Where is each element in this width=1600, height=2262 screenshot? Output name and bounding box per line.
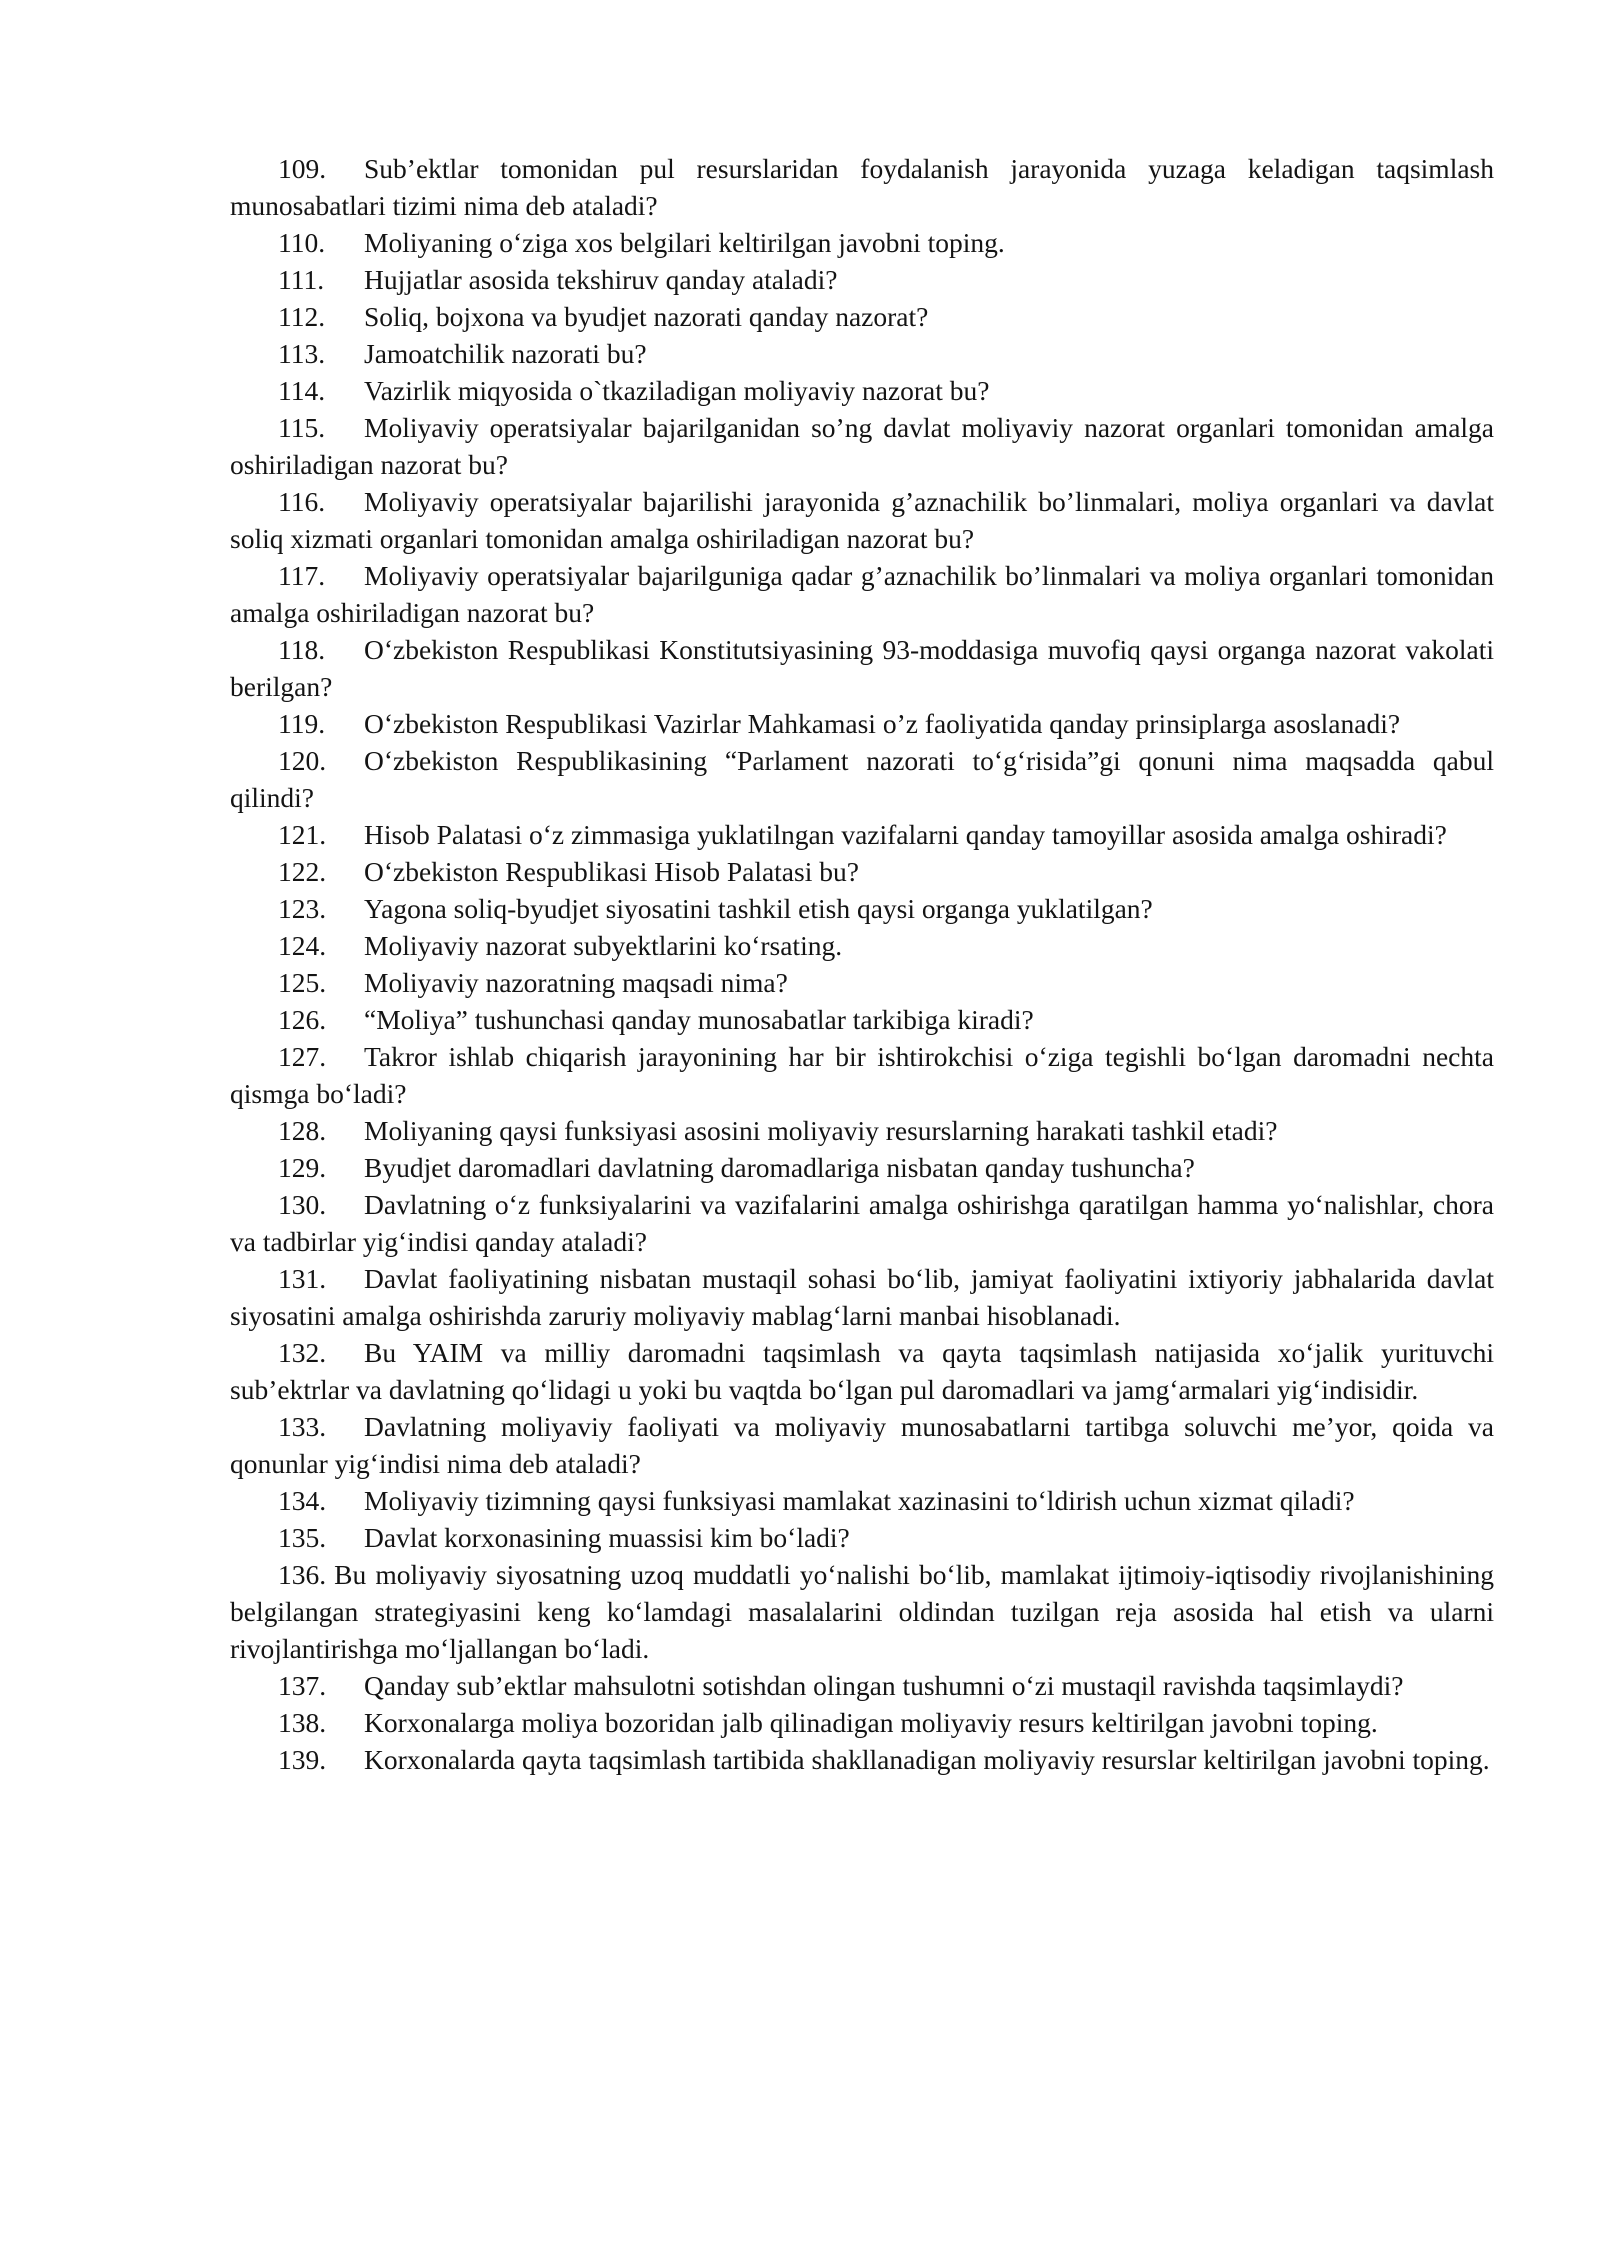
question-item: [230, 1482, 1494, 1519]
question-item: [230, 409, 1494, 483]
question-item: [230, 1038, 1494, 1112]
question-item: [230, 853, 1494, 890]
question-item: [230, 742, 1494, 816]
question-number: 112.: [278, 301, 326, 332]
question-text: “Moliya” tushunchasi qanday munosabatlar tarkibiga kiradi?: [364, 1004, 1034, 1035]
question-text: Davlat korxonasining muassisi kim bo‘ladi?: [364, 1522, 850, 1553]
question-text: Korxonalarga moliya bozoridan jalb qilinadigan moliyaviy resurs keltirilgan javobni toping.: [364, 1707, 1378, 1738]
question-item: [230, 372, 1494, 409]
question-number: 120.: [278, 745, 327, 776]
question-list: [230, 150, 1494, 1778]
question-number: 111.: [278, 264, 325, 295]
question-text: Soliq, bojxona va byudjet nazorati qanday nazorat?: [364, 301, 929, 332]
question-text: Vazirlik miqyosida o`tkaziladigan moliyaviy nazorat bu?: [364, 375, 990, 406]
question-item: [230, 1556, 1494, 1667]
question-item: [230, 1667, 1494, 1704]
question-text: Jamoatchilik nazorati bu?: [364, 338, 647, 369]
question-text: Moliyaning qaysi funksiyasi asosini moliyaviy resurslarning harakati tashkil etadi?: [364, 1115, 1278, 1146]
question-number: 131.: [278, 1263, 327, 1294]
question-text: Korxonalarda qayta taqsimlash tartibida shakllanadigan moliyaviy resurslar keltirilgan javobni toping.: [364, 1744, 1490, 1775]
question-item: [230, 964, 1494, 1001]
question-item: [230, 1001, 1494, 1038]
question-text: Takror ishlab chiqarish jarayonining har bir ishtirokchisi o‘ziga tegishli bo‘lgan daromadni nechta qismga bo‘ladi?: [230, 1041, 1494, 1109]
question-number: 115.: [278, 412, 326, 443]
question-item: [230, 631, 1494, 705]
question-item: [230, 705, 1494, 742]
question-text: Qanday sub’ektlar mahsulotni sotishdan olingan tushumni o‘zi mustaqil ravishda taqsimlaydi?: [364, 1670, 1404, 1701]
question-text: Bu YAIM va milliy daromadni taqsimlash va qayta taqsimlash natijasida xo‘jalik yurituvchi sub’ektrlar va davlatning qo‘lidagi u yoki bu vaqtda bo‘lgan pul daromadlari va jamg‘armalari yig‘indisidir.: [230, 1337, 1494, 1405]
question-item: [230, 816, 1494, 853]
question-item: [230, 1149, 1494, 1186]
question-number: 135.: [278, 1522, 327, 1553]
question-text: Davlatning o‘z funksiyalarini va vazifalarini amalga oshirishga qaratilgan hamma yo‘nalishlar, chora va tadbirlar yig‘indisi qanday ataladi?: [230, 1189, 1494, 1257]
question-number: 126.: [278, 1004, 327, 1035]
question-text: Moliyaviy nazorat subyektlarini ko‘rsating.: [364, 930, 843, 961]
question-number: 110.: [278, 227, 326, 258]
question-number: 124.: [278, 930, 327, 961]
question-item: [230, 335, 1494, 372]
document-page: [230, 150, 1494, 1778]
question-item: [230, 1112, 1494, 1149]
question-text: Davlat faoliyatining nisbatan mustaqil sohasi bo‘lib, jamiyat faoliyatini ixtiyoriy jabhalarida davlat siyosatini amalga oshirishda zaruriy moliyaviy mablag‘larni manbai hisoblanadi.: [230, 1263, 1494, 1331]
question-number: 122.: [278, 856, 327, 887]
question-text: Hujjatlar asosida tekshiruv qanday ataladi?: [364, 264, 838, 295]
question-number: 117.: [278, 560, 326, 591]
question-item: [230, 1519, 1494, 1556]
question-text: Moliyaviy operatsiyalar bajarilishi jarayonida g’aznachilik bo’linmalari, moliya organlari va davlat soliq xizmati organlari tomonidan amalga oshiriladigan nazorat bu?: [230, 486, 1494, 554]
question-text: Hisob Palatasi o‘z zimmasiga yuklatilngan vazifalarni qanday tamoyillar asosida amalga oshiradi?: [364, 819, 1447, 850]
question-text: Yagona soliq-byudjet siyosatini tashkil etish qaysi organga yuklatilgan?: [364, 893, 1153, 924]
question-number: 121.: [278, 819, 327, 850]
question-number: 134.: [278, 1485, 327, 1516]
question-text: O‘zbekiston Respublikasi Konstitutsiyasining 93-moddasiga muvofiq qaysi organga nazorat vakolati berilgan?: [230, 634, 1494, 702]
question-text: Moliyaviy operatsiyalar bajarilganidan so’ng davlat moliyaviy nazorat organlari tomonidan amalga oshiriladigan nazorat bu?: [230, 412, 1494, 480]
question-number: 118.: [278, 634, 326, 665]
question-number: 138.: [278, 1707, 327, 1738]
question-number: 137.: [278, 1670, 327, 1701]
question-number: 113.: [278, 338, 326, 369]
question-text: Bu moliyaviy siyosatning uzoq muddatli yo‘nalishi bo‘lib, mamlakat ijtimoiy-iqtisodiy rivojlanishining belgilangan strategiyasini keng ko‘lamdagi masalalarini oldindan tuzilgan reja asosida hal etish va ularni rivojlantirishga mo‘ljallangan bo‘ladi.: [230, 1559, 1494, 1664]
question-text: O‘zbekiston Respublikasining “Parlament nazorati to‘g‘risida”gi qonuni nima maqsadda qabul qilindi?: [230, 745, 1494, 813]
question-item: [230, 557, 1494, 631]
question-item: [230, 890, 1494, 927]
question-item: [230, 483, 1494, 557]
question-text: Davlatning moliyaviy faoliyati va moliyaviy munosabatlarni tartibga soluvchi me’yor, qoida va qonunlar yig‘indisi nima deb ataladi?: [230, 1411, 1494, 1479]
question-text: Moliyaviy tizimning qaysi funksiyasi mamlakat xazinasini to‘ldirish uchun xizmat qiladi?: [364, 1485, 1355, 1516]
question-item: [230, 1260, 1494, 1334]
question-item: [230, 150, 1494, 224]
question-number: 127.: [278, 1041, 327, 1072]
question-item: [230, 1741, 1494, 1778]
question-text: Byudjet daromadlari davlatning daromadlariga nisbatan qanday tushuncha?: [364, 1152, 1195, 1183]
question-number: 136.: [278, 1559, 327, 1590]
question-item: [230, 1408, 1494, 1482]
question-item: [230, 1334, 1494, 1408]
question-text: Sub’ektlar tomonidan pul resurslaridan foydalanish jarayonida yuzaga keladigan taqsimlash munosabatlari tizimi nima deb ataladi?: [230, 153, 1494, 221]
question-number: 139.: [278, 1744, 327, 1775]
question-item: [230, 298, 1494, 335]
question-number: 133.: [278, 1411, 327, 1442]
question-number: 123.: [278, 893, 327, 924]
question-text: Moliyaviy nazoratning maqsadi nima?: [364, 967, 788, 998]
question-number: 109.: [278, 153, 327, 184]
question-item: [230, 261, 1494, 298]
question-number: 132.: [278, 1337, 327, 1368]
question-text: Moliyaning o‘ziga xos belgilari keltirilgan javobni toping.: [364, 227, 1005, 258]
question-item: [230, 1704, 1494, 1741]
question-item: [230, 224, 1494, 261]
question-number: 125.: [278, 967, 327, 998]
question-text: O‘zbekiston Respublikasi Hisob Palatasi bu?: [364, 856, 859, 887]
question-number: 130.: [278, 1189, 327, 1220]
question-number: 129.: [278, 1152, 327, 1183]
question-number: 119.: [278, 708, 326, 739]
question-number: 114.: [278, 375, 326, 406]
question-item: [230, 1186, 1494, 1260]
question-number: 116.: [278, 486, 326, 517]
question-item: [230, 927, 1494, 964]
question-text: O‘zbekiston Respublikasi Vazirlar Mahkamasi o’z faoliyatida qanday prinsiplarga asoslanadi?: [364, 708, 1401, 739]
question-number: 128.: [278, 1115, 327, 1146]
question-text: Moliyaviy operatsiyalar bajarilguniga qadar g’aznachilik bo’linmalari va moliya organlari tomonidan amalga oshiriladigan nazorat bu?: [230, 560, 1494, 628]
